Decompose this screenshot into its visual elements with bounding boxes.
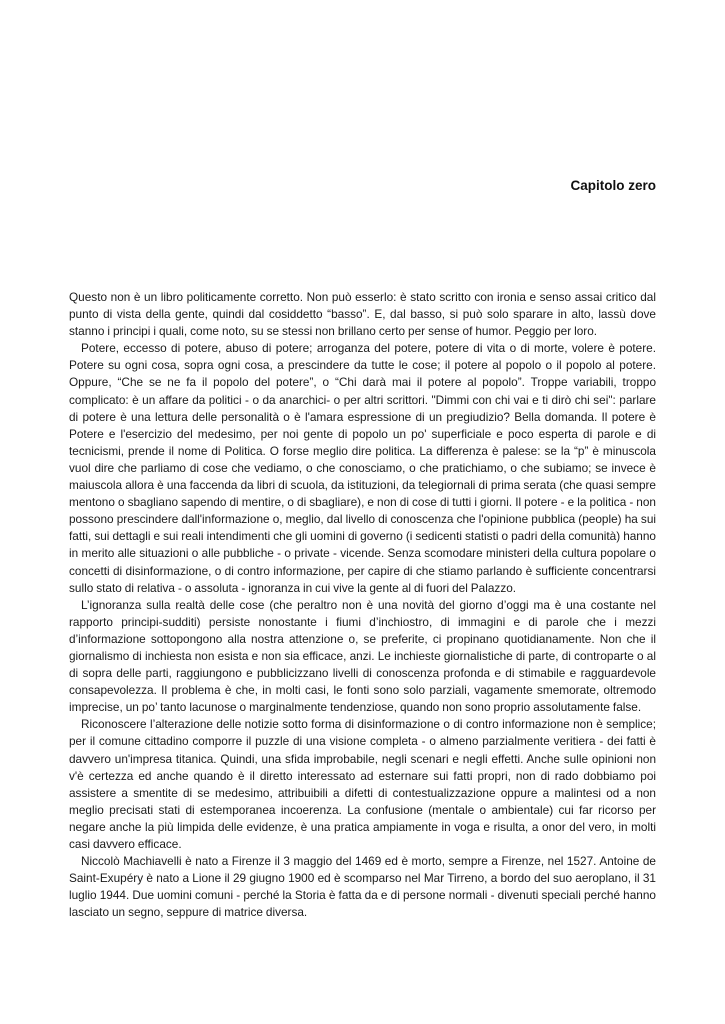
paragraph-machiavelli: Niccolò Machiavelli è nato a Firenze il 3 maggio del 1469 ed è morto, sempre a Firenze, nel 1527. Antoine de Saint-Exupéry è nato a Lione il 29 giugno 1900 ed è scomparso nel Mar Tirreno, a bordo del suo aeroplano, il 31 luglio 1944. Due uomini comuni - perché la Storia è fatta da e di persone normali - divenuti speciali perché hanno lasciato un segno, seppure di matrice diversa. [69, 854, 656, 920]
chapter-title: Capitolo zero [570, 178, 656, 193]
paragraph-ignoranza: L’ignoranza sulla realtà delle cose (che peraltro non è una novità del giorno d’oggi ma è una costante nel rapporto principi-sudditi) persiste nonostante i fiumi d’inchiostro, di immagini e di parole che i mezzi d’informazione sottopongono alla nostra attenzione o, se preferite, ci propinano quotidianamente. Non che il giornalismo di inchiesta non esista e non sia efficace, anzi. Le inchieste giornalistiche di parte, di controparte o al di sopra delle parti, raggiungono e pubblicizzano livelli di conoscenza profonda e di stimabile e ragguardevole consapevolezza. Il problema è che, in molti casi, le fonti sono solo parziali, vagamente smemorate, oltremodo imprecise, un po’ tanto lacunose o marginalmente tendenziose, quando non sono proprio assolutamente false. [69, 597, 656, 715]
paragraph-riconoscere: Riconoscere l’alterazione delle notizie sotto forma di disinformazione o di contro informazione non è semplice; per il comune cittadino comporre il puzzle di una visione completa - o almeno parzialmente veritiera - dei fatti è davvero un'impresa titanica. Quindi, una sfida improbabile, negli scenari e negli effetti. Anche sulle opinioni non v'è certezza ed anche quando è il diretto interessato ad esternare sui fatti propri, non di rado dobbiamo poi assistere a smentite di se medesimo, attribuibili a difetti di contestualizzazione oppure a malintesi od a non meglio precisati stati di estemporanea incoerenza. La confusione (mentale o ambientale) cui far ricorso per negare anche la più limpida delle evidenze, è una pratica ampiamente in voga e risulta, a onor del vero, in molti casi davvero efficace. [69, 717, 656, 851]
paragraph-intro: Questo non è un libro politicamente corretto. Non può esserlo: è stato scritto con ironia e senso assai critico dal punto di vista della gente, quindi dal cosiddetto “basso”. E, dal basso, si può solo sparare in alto, lassù dove stanno i principi i quali, come noto, su se stessi non brillano certo per sense of humor. Peggio per loro. [69, 290, 656, 339]
chapter-body [69, 289, 656, 921]
paragraph-potere: Potere, eccesso di potere, abuso di potere; arroganza del potere, potere di vita o di morte, volere è potere. Potere su ogni cosa, sopra ogni cosa, a prescindere da tutte le cose; il potere al popolo o il popolo al potere. Oppure, “Che se ne fa il popolo del potere”, o “Chi darà mai il potere al popolo”. Troppe variabili, troppo complicato: è un affare da politici - o da anarchici- o per altri scrittori. "Dimmi con chi vai e ti dirò chi sei": parlare di potere è una lettura delle personalità o è l'amara espressione di un pregiudizio? Bella domanda. Il potere è Potere e l'esercizio del medesimo, per noi gente di popolo un po' superficiale e poco esperta di parole e di tecnicismi, prende il nome di Politica. O forse meglio dire politica. La differenza è palese: se la “p” è minuscola vuol dire che parliamo di cose che vediamo, o che conosciamo, o che pratichiamo, o che subiamo; se invece è maiuscola allora è una faccenda da libri di scuola, da istituzioni, da telegiornali di prima serata (che quasi sempre mentono o sbagliano sapendo di mentire, o di sbagliare), e non di cose di tutti i giorni. Il potere - e la politica - non possono prescindere dall'informazione o, meglio, dal livello di conoscenza che l'opinione pubblica (people) ha sui fatti, sui dettagli e sui reali intendimenti che gli uomini di governo (i sedicenti statisti o padri della comunità) hanno in merito alle situazioni o alle pubbliche - o private - vicende. Senza scomodare ministeri della cultura popolare o concetti di disinformazione, o di contro informazione, per capire di che stiamo parlando è sufficiente concentrarsi sullo stato di relativa - o assoluta - ignoranza in cui vive la gente al di fuori del Palazzo. [69, 341, 656, 595]
